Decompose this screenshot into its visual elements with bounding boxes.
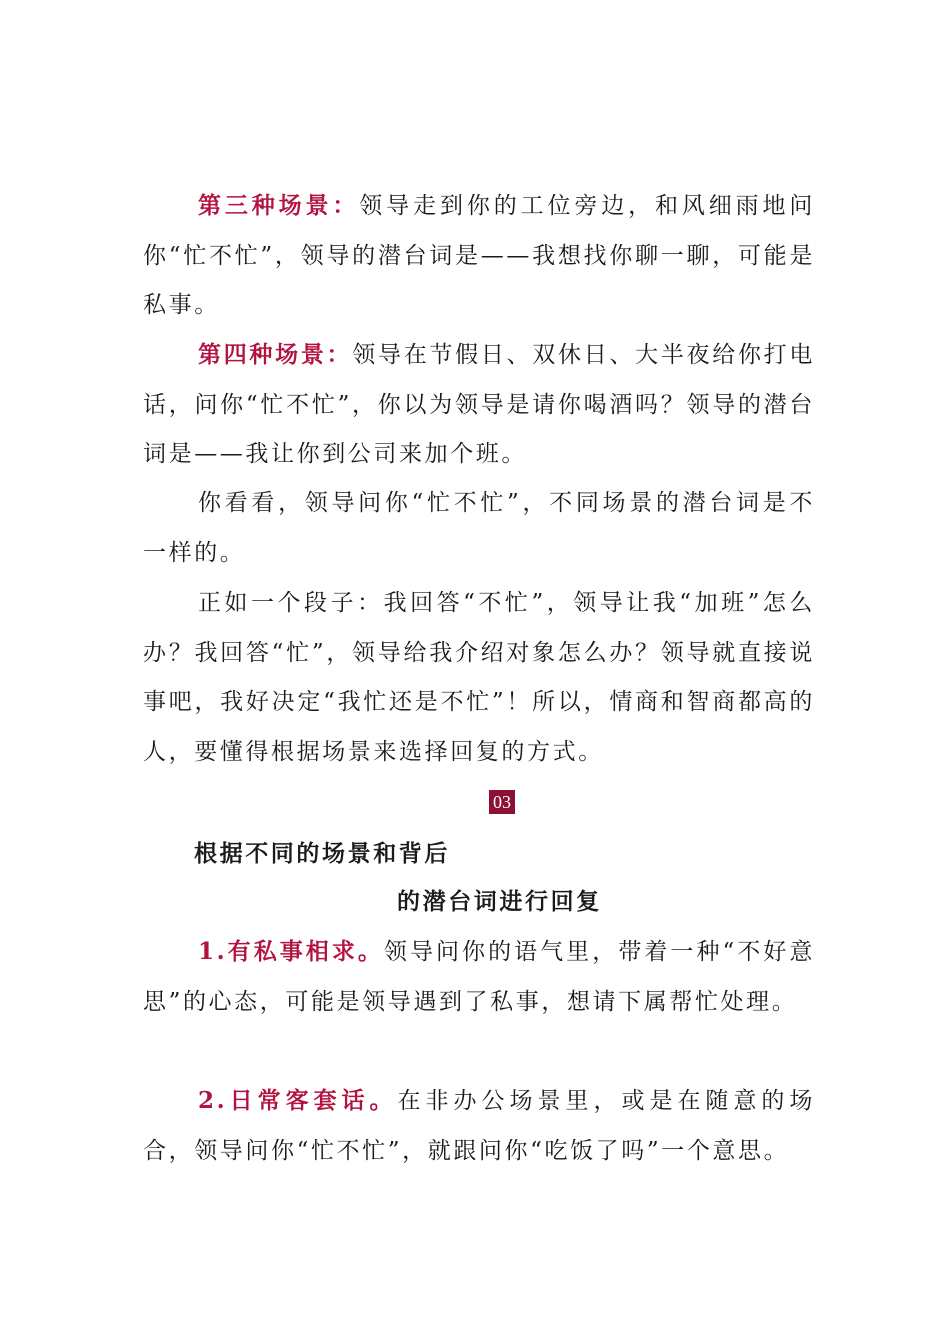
paragraph-joke	[143, 579, 815, 777]
paragraph-scene-three	[143, 181, 815, 331]
paragraph-text: 领导在节假日、双休日、大半夜给你打电话，问你“忙不忙”，你以为领导是请你喝酒吗？领导的潜台词是——我让你到公司来加个班。	[143, 342, 815, 467]
item-label: 2.日常客套话。	[198, 1087, 398, 1114]
paragraph-text: 领导走到你的工位旁边，和风细雨地问你“忙不忙”，领导的潜台词是——我想找你聊一聊，可能是私事。	[143, 193, 815, 318]
paragraph-summary	[143, 479, 815, 578]
item-text: 在非办公场景里，或是在随意的场合，领导问你“忙不忙”，就跟问你“吃饭了吗”一个意思。	[143, 1088, 816, 1164]
item-text: 领导问你的语气里，带着一种“不好意思”的心态，可能是领导遇到了私事，想请下属帮忙处理。	[143, 939, 815, 1015]
section-title-line2: 的潜台词进行回复	[397, 888, 602, 915]
list-item-private-matter	[143, 927, 815, 1027]
paragraph-label: 第四种场景：	[198, 341, 353, 368]
section-number-badge: 03	[489, 790, 515, 814]
list-item-small-talk	[143, 1076, 815, 1176]
item-label: 1.有私事相求。	[198, 938, 384, 965]
section-title-line1: 根据不同的场景和背后	[194, 840, 450, 867]
paragraph-scene-four	[143, 330, 815, 480]
paragraph-text: 你看看，领导问你“忙不忙”，不同场景的潜台词是不一样的。	[143, 490, 815, 566]
paragraph-label: 第三种场景：	[198, 192, 360, 219]
paragraph-text: 正如一个段子：我回答“不忙”，领导让我“加班”怎么办？我回答“忙”，领导给我介绍对象怎么办？领导就直接说事吧，我好决定“我忙还是不忙”！所以，情商和智商都高的人，要懂得根据场景来选择回复的方式。	[143, 590, 815, 765]
